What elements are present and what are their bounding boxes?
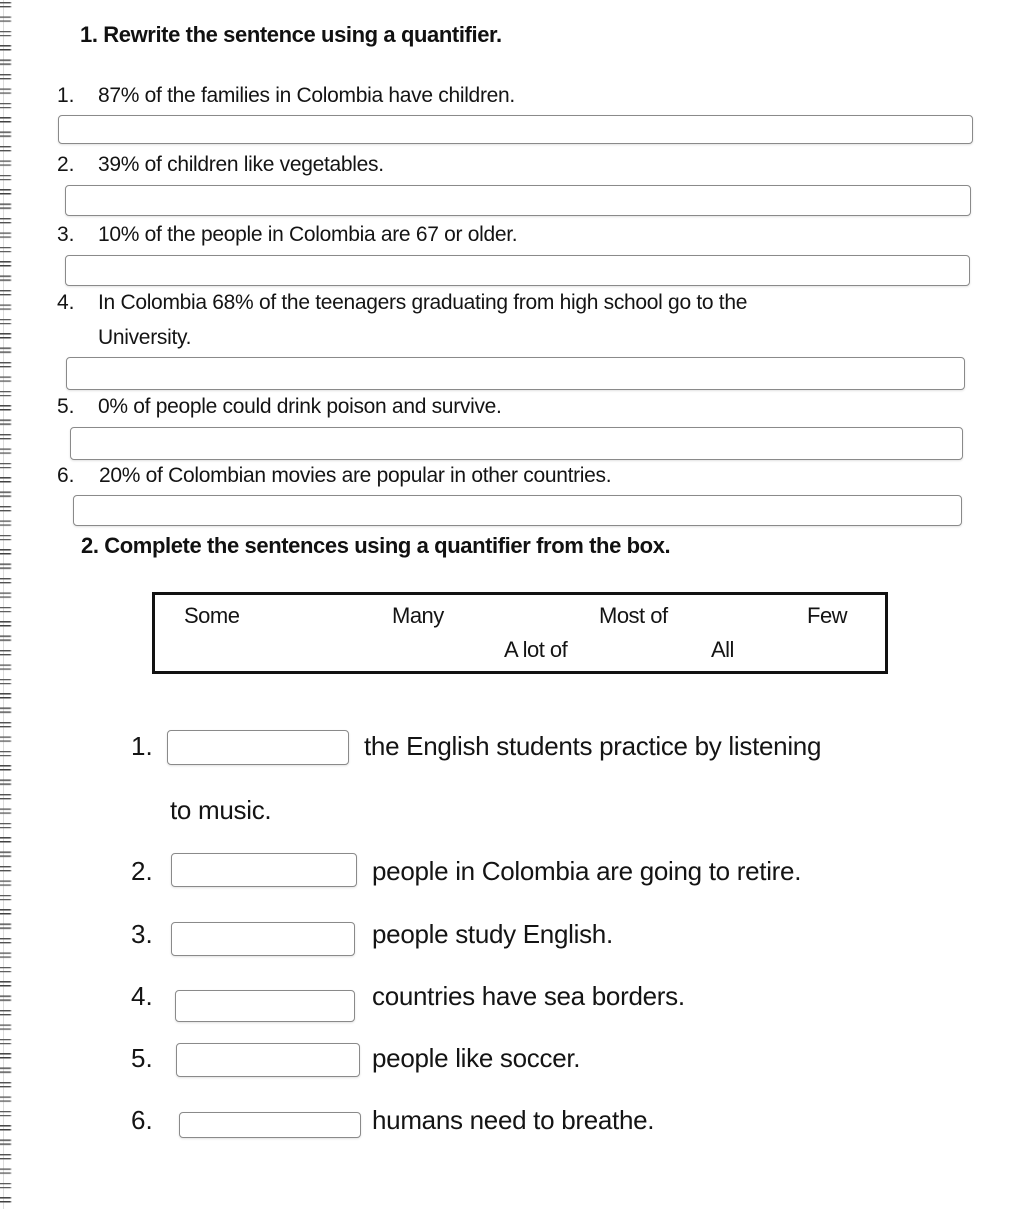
word-bank-item: Some (184, 603, 240, 628)
s2-q1-answer-input[interactable] (167, 730, 349, 765)
s1-q1-answer-input[interactable] (58, 115, 973, 144)
s2-q1-text: the English students practice by listening (364, 731, 822, 761)
s1-q3-text: 10% of the people in Colombia are 67 or older. (98, 223, 518, 246)
s1-q4-text-line2: University. (98, 326, 192, 349)
s2-q5-text: people like soccer. (372, 1043, 581, 1073)
s1-q5-text: 0% of people could drink poison and survive. (98, 395, 502, 418)
s1-q5-answer-input[interactable] (70, 427, 963, 460)
s2-q6-text: humans need to breathe. (372, 1105, 655, 1135)
s2-q6-answer-input[interactable] (179, 1112, 361, 1138)
word-bank-item: A lot of (504, 637, 568, 662)
s1-q3-number: 3. (57, 223, 75, 246)
section1-heading: 1. Rewrite the sentence using a quantifier. (80, 22, 502, 47)
s1-q2-number: 2. (57, 153, 75, 176)
s1-q2-answer-input[interactable] (65, 185, 971, 216)
word-bank-box (152, 592, 888, 674)
s2-q5-answer-input[interactable] (176, 1043, 360, 1077)
s1-q6-answer-input[interactable] (73, 495, 962, 526)
s1-q1-number: 1. (57, 84, 75, 107)
s2-q3-text: people study English. (372, 919, 613, 949)
word-bank-item: All (711, 637, 734, 662)
s1-q1-text: 87% of the families in Colombia have children. (98, 84, 515, 107)
s1-q6-number: 6. (57, 464, 75, 487)
s2-q6-number: 6. (131, 1105, 153, 1135)
s1-q4-answer-input[interactable] (66, 357, 965, 390)
s2-q2-answer-input[interactable] (171, 853, 357, 887)
s2-q2-number: 2. (131, 856, 153, 886)
s2-q4-number: 4. (131, 981, 153, 1011)
s2-q1-text-line2: to music. (170, 795, 272, 825)
word-bank-item: Few (807, 603, 848, 628)
s2-q4-text: countries have sea borders. (372, 981, 685, 1011)
s1-q2-text: 39% of children like vegetables. (98, 153, 384, 176)
s2-q1-number: 1. (131, 731, 153, 761)
s2-q3-answer-input[interactable] (171, 922, 355, 956)
section2-heading: 2. Complete the sentences using a quantifier from the box. (81, 533, 671, 558)
s1-q6-text: 20% of Colombian movies are popular in other countries. (99, 464, 612, 487)
s1-q5-number: 5. (57, 395, 75, 418)
s2-q2-text: people in Colombia are going to retire. (372, 856, 802, 886)
spiral-binding-icon (0, 0, 14, 1209)
s2-q4-answer-input[interactable] (175, 990, 355, 1022)
s1-q4-text: In Colombia 68% of the teenagers graduating from high school go to the (98, 291, 748, 314)
word-bank-item: Many (392, 603, 444, 628)
s1-q3-answer-input[interactable] (65, 255, 970, 286)
word-bank-item: Most of (599, 603, 668, 628)
s1-q4-number: 4. (57, 291, 75, 314)
s2-q3-number: 3. (131, 919, 153, 949)
s2-q5-number: 5. (131, 1043, 153, 1073)
